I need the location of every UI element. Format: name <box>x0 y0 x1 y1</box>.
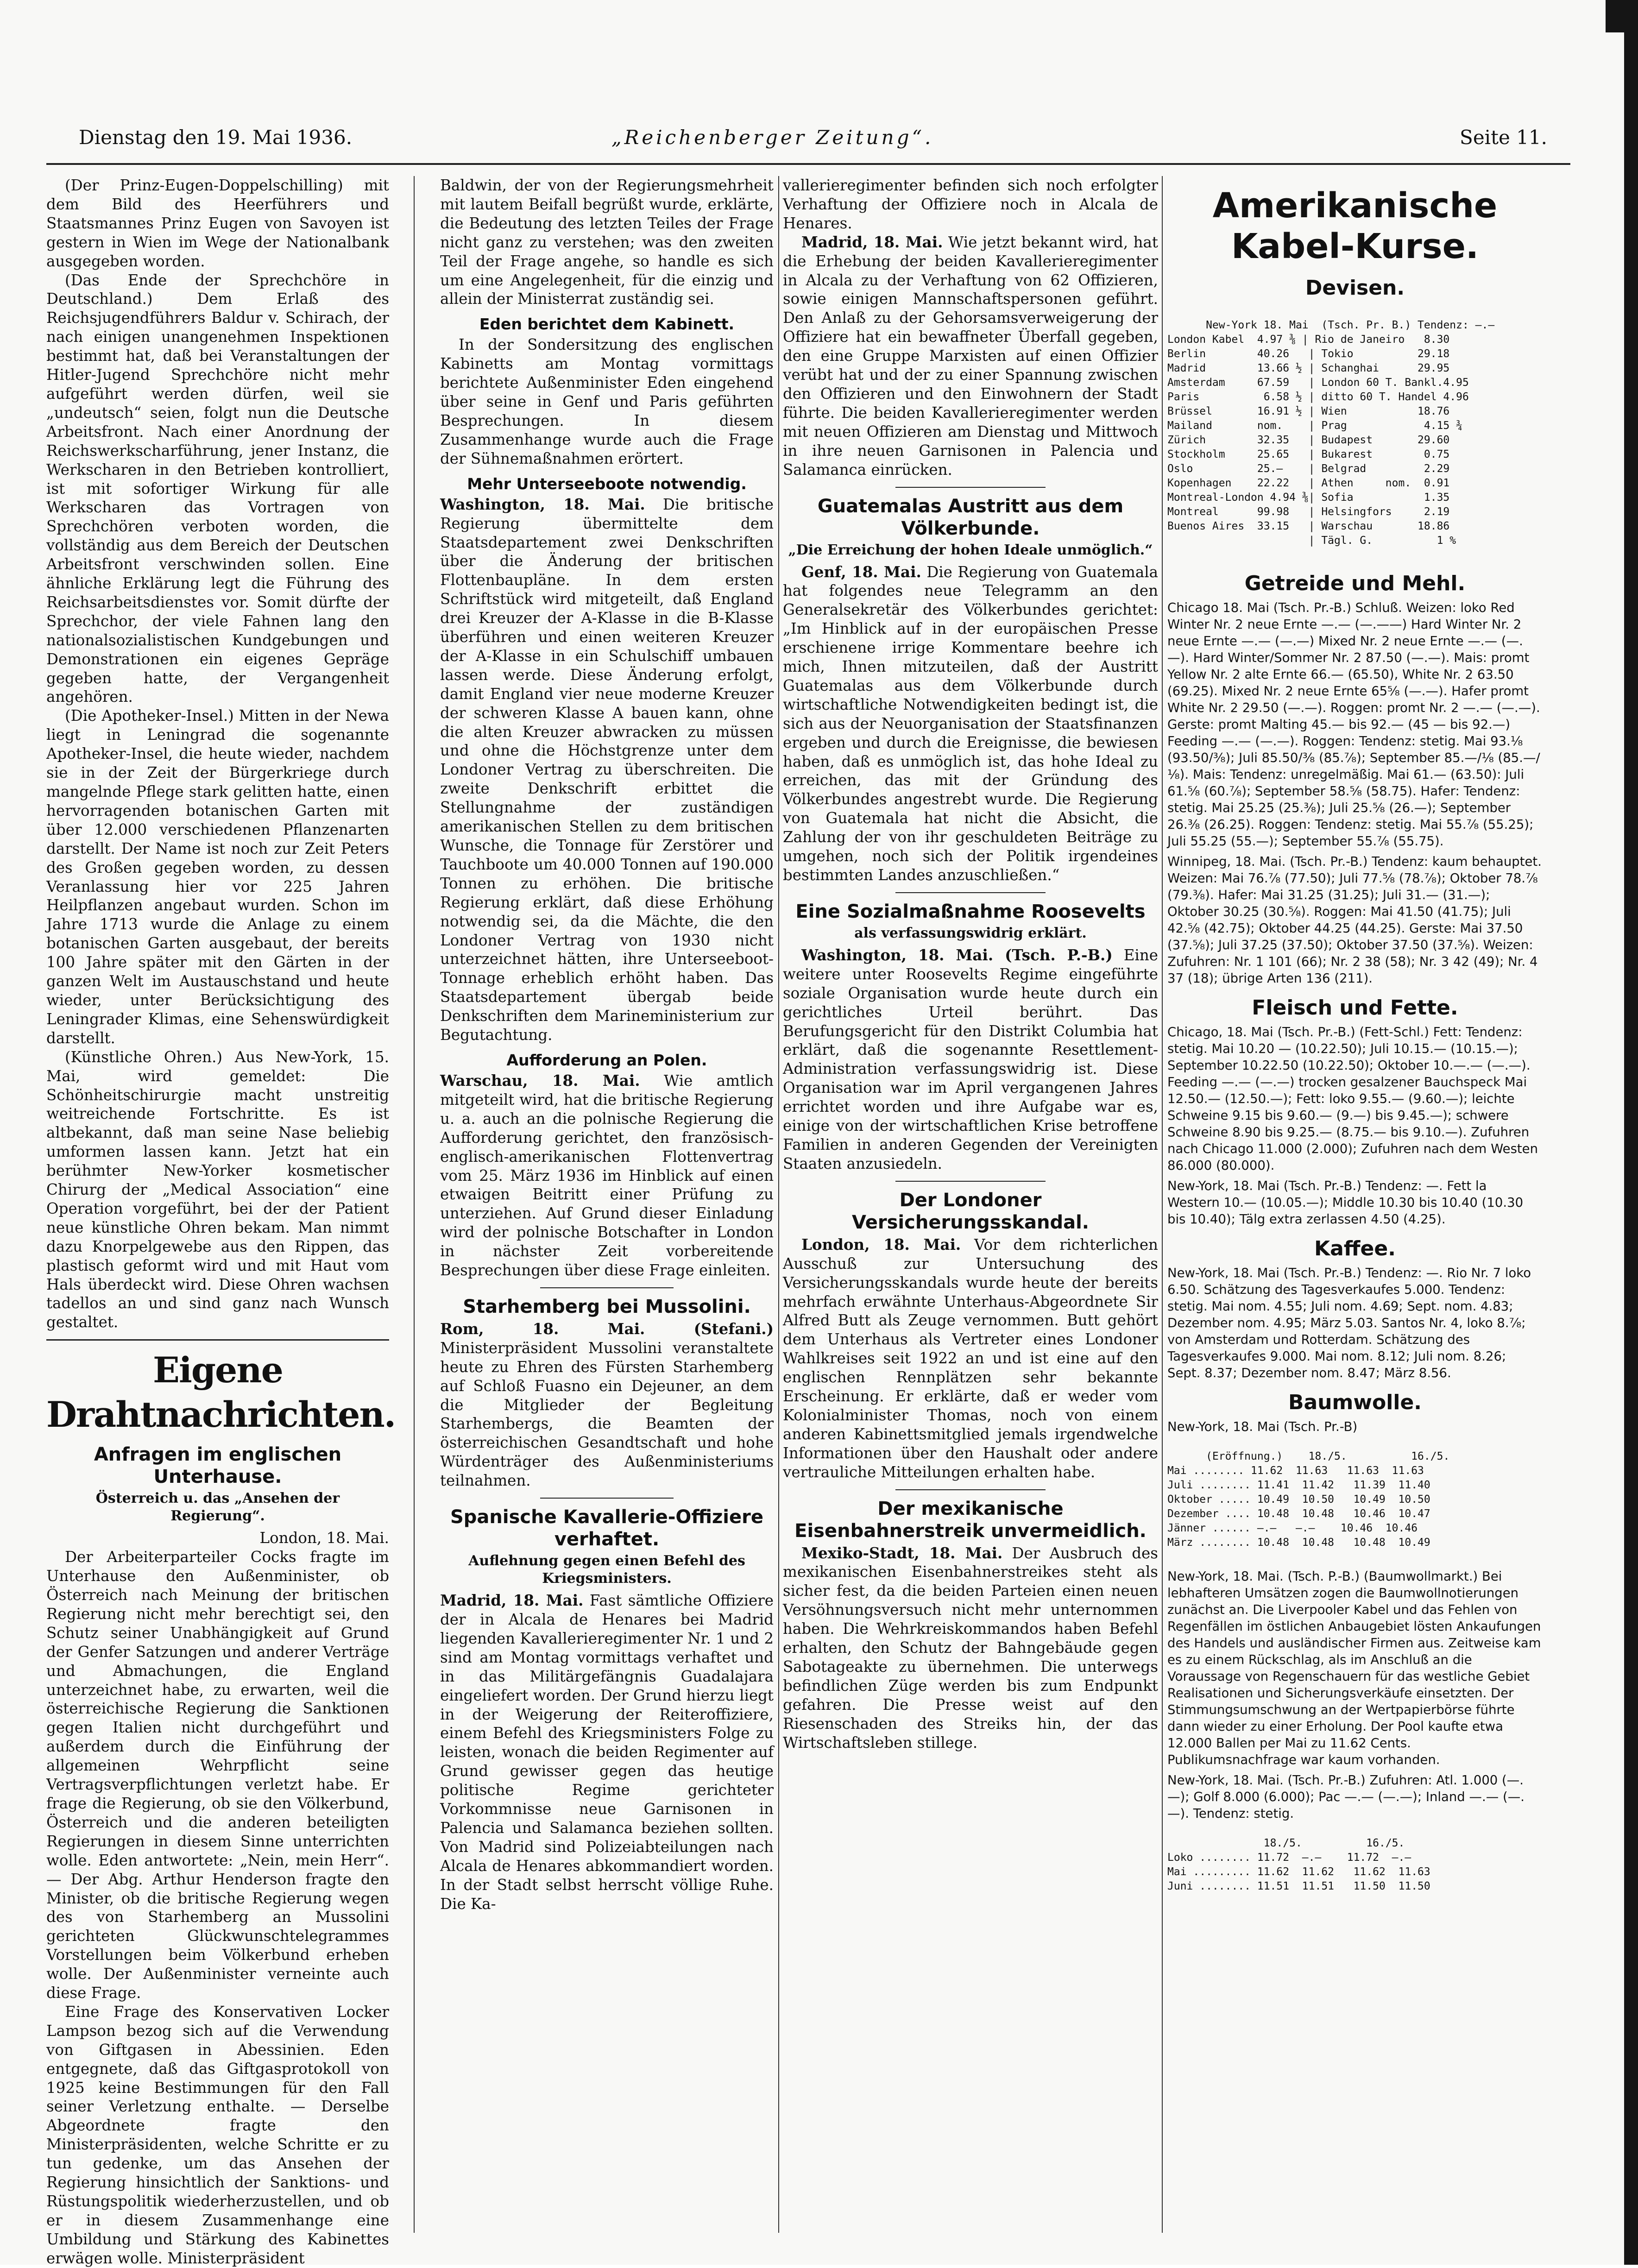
table-row: Jänner ...... —.— —.— 10.46 10.46 <box>1167 1522 1418 1534</box>
dateline: Warschau, 18. Mai. <box>440 1071 640 1090</box>
dateline: Rom, 18. Mai. (Stefani.) <box>440 1319 774 1338</box>
article-body: Washington, 18. Mai. Die britische Regierung übermittelte dem Staatsdepartement zwei Denkschriften über die Änderung der britischen Flottenbaupläne. In dem ersten Schriftstück wird mitgeteilt, daß England drei Kreuzer der A-Klasse in die B-Klasse überführen und einen weiteren Kreuzer der A-Klasse in ein Schulschiff umbauen lassen werde. Diese Änderung erfolgt, damit England vier neue moderne Kreuzer der schweren Klasse A bauen kann, ohne die alten Kreuzer abwracken zu müssen und ohne die Höchstgrenze unter dem Londoner Vertrag zu überschreiten. Die zweite Denkschrift erbittet die Stellungnahme der zuständigen amerikanischen Stellen zu dem britischen Wunsche, die Tonnage für Zerstörer und Tauchboote um 40.000 Tonnen auf 190.000 Tonnen zu erhöhen. Die britische Regierung erklärt, daß diese Erhöhung notwendig sei, da die Mächte, die den Londoner Vertrag von 1930 nicht unterzeichnet hätten, ihre Unterseeboot-Tonnage erheblich erhöht haben. Das Staatsdepartement übergab beide Denkschriften dem Marineministerium zur Begutachtung. <box>440 495 774 1044</box>
article-headline: Anfragen im englischen Unterhause. <box>94 1444 342 1488</box>
article-headline: Starhemberg bei Mussolini. <box>463 1296 751 1317</box>
cotton-table <box>1167 1435 1543 1564</box>
devisen-table <box>1167 304 1543 562</box>
section-divider <box>46 1339 389 1341</box>
market-report: Chicago 18. Mai (Tsch. Pr.-B.) Schluß. Weizen: loko Red Winter Nr. 2 neue Ernte —.— (—.——) Hard Winter Nr. 2 neue Ernte —.— (—.—) Mixed Nr. 2 neue Ernte —.— (—.—). Hard Winter/Sommer Nr. 2 87.50 (—.—). Mais: promt Yellow Nr. 2 alte Ernte 66.— (65.50), White Nr. 2 63.50 (69.25). Mixed Nr. 2 neue Ernte 65⅝ (—.—). Hafer promt White Nr. 2 29.50 (—.—). Roggen: promt Nr. 2 —.— (—.—). Gerste: promt Malting 45.— bis 92.— (45 — bis 92.—) Feeding —.— (—.—). Roggen: Tendenz: stetig. Mai 93.⅛ (93.50/⅜); Juli 85.50/⅜ (85.⅞); September 85.—/⅛ (85.—/⅛). Mais: Tendenz: unregelmäßig. Mai 61.— (63.50): Juli 61.⅝ (60.⅞); September 58.⅝ (58.75). Hafer: Tendenz: stetig. Mai 25.25 (25.⅜); Juli 25.⅝ (26.—); September 26.⅜ (26.25). Roggen: Tendenz: stetig. Mai 55.⅞ (55.25); Juli 55.25 (55.—); September 55.⅞ (55.75). <box>1167 600 1540 849</box>
devisen-row: Montreal-London 4.94 ⅜| Sofia 1.35 <box>1167 491 1450 504</box>
section-heading: Devisen. <box>1305 276 1405 300</box>
dateline: Madrid, 18. Mai. <box>440 1591 584 1610</box>
devisen-row: Mailand nom. | Prag 4.15 ¾ <box>1167 420 1462 432</box>
column-4-markets <box>1167 176 1543 2233</box>
article-subheadline: Auflehnung gegen einen Befehl des Kriegsministers. <box>468 1553 745 1587</box>
table-row: Mai ........ 11.62 11.63 11.63 11.63 <box>1167 1465 1424 1477</box>
article-body: Der Arbeiterparteiler Cocks fragte im Unterhause den Außenminister, ob Österreich nach Meinung der britischen Regierung nicht mehr berechtigt sei, den Schutz seiner Unabhängigkeit auf Grund der Genfer Satzungen und anderer Verträge und Abmachungen, die England unterzeichnet habe, zu erwarten, weil die österreichische Regierung die Sanktionen gegen Italien nicht durchgeführt und außerdem durch die Einführung der allgemeinen Wehrpflicht seine Vertragsverpflichtungen verletzt habe. Er frage die Regierung, ob sie den Völkerbund, Österreich und die anderen beteiligten Regierungen in diesem Sinne unterrichten wolle. Eden antwortete: „Nein, mein Herr“. — Der Abg. Arthur Henderson fragte den Minister, ob die britische Regierung wegen des von Starhemberg an Mussolini gerichteten Glückwunschtelegrammes Vorstellungen beim Völkerbund erheben wolle. Der Außenminister verneinte auch diese Frage. <box>46 1548 389 2002</box>
market-report: New-York, 18. Mai (Tsch. Pr.-B.) Tendenz: —. Fett la Western 10.— (10.05.—); Middle 10.30 bis 10.40 (10.30 bis 10.40); Tälg extra zerlassen 4.50 (4.25). <box>1167 1178 1524 1227</box>
devisen-row: Paris 6.58 ½ | ditto 60 T. Handel 4.96 <box>1167 391 1469 403</box>
section-divider <box>895 487 1046 488</box>
header-paper-name: „Reichenberger Zeitung“. <box>611 126 934 149</box>
dateline: Madrid, 18. Mai. <box>801 233 943 251</box>
devisen-row: Berlin 40.26 | Tokio 29.18 <box>1167 348 1450 360</box>
article-headline: Guatemalas Austritt aus dem Völkerbunde. <box>817 495 1124 539</box>
article-body: Madrid, 18. Mai. Wie jetzt bekannt wird, hat die Erhebung der beiden Kavallerieregimenter in Alcala zu der Verhaftung von 62 Offizieren, sowie einigen Mannschaftspersonen geführt. Den Anlaß zu der Gehorsamsverweigerung der Offiziere hat ein bewaffneter Überfall gegeben, den eine Gruppe Marxisten auf einen Offizier verübt hat und der zu einer Spannung zwischen den Offizieren und den Einwohnern der Stadt führte. Die beiden Kavallerieregimenter werden mit neuen Offizieren am Dienstag und Mittwoch in ihre neuen Garnisonen in Palencia und Salamanca einrücken. <box>783 233 1158 479</box>
article-body: Washington, 18. Mai. (Tsch. P.-B.) Eine weitere unter Roosevelts Regime eingeführte soziale Organisation wurde heute durch ein gerichtliches Urteil berührt. Das Berufungsgericht für den Distrikt Columbia hat erklärt, daß die sogenannte Resettlement-Administration verfassungswidrig ist. Diese Organisation war im April vergangenen Jahres errichtet worden und ihre Aufgabe war es, einige von der wirtschaftlichen Krise betroffene Familien in anderen Gegenden der Vereinigten Staaten anzusiedeln. <box>783 945 1158 1172</box>
article-body: Mexiko-Stadt, 18. Mai. Der Ausbruch des mexikanischen Eisenbahnerstreikes steht als sicher fest, da die beiden Parteien einen neuen Versöhnungsversuch nicht mehr unternommen haben. Die Wehrkreiskommandos haben Befehl erhalten, den Schutz der Bahngebäude gegen Sabotageakte zu übernehmen. Die unterwegs befindlichen Züge werden bis zum Endpunkt gefahren. Die Presse weist auf den Riesenschaden des Streiks hin, der das Wirtschaftsleben stillege. <box>783 1544 1158 1751</box>
section-divider <box>540 1498 674 1499</box>
article-body: (Das Ende der Sprechchöre in Deutschland.) Dem Erlaß des Reichsjugendführers Baldur v. Schirach, der nach einigen unangenehmen Inspektionen bestimmt hat, daß bei Veranstaltungen der Hitler-Jugend Sprechchöre nicht mehr aufgeführt werden dürfen, weil sie „undeutsch“ seien, folgt nun die Deutsche Arbeitsfront. Nach einer Anordnung der Reichswerkscharführung, jener Instanz, die Werkscharen in den Betrieben kontrolliert, ist mit sofortiger Wirkung für alle Werkscharen das Vortragen von Sprechchören verboten worden, die vollständig aus dem Bereich der Deutschen Arbeitsfront verschwinden sollen. Eine ähnliche Erklärung legt die Führung des Reichsarbeitsdienstes vor. Somit dürfte der Sprechchor, der viele Fahnen lang den nationalsozialistischen Kundgebungen und Demonstrationen ein eigenes Gepräge gegeben hatte, der Vergangenheit angehören. <box>46 271 389 706</box>
dateline: London, 18. Mai. <box>259 1529 389 1547</box>
article-body: (Der Prinz-Eugen-Doppelschilling) mit dem Bild des Heerführers und Staatsmannes Prinz Eugen von Savoyen ist gestern in Wien im Wege der Nationalbank ausgegeben worden. <box>46 176 389 270</box>
section-heading: Fleisch und Fette. <box>1252 996 1458 1020</box>
devisen-row: Buenos Aires 33.15 | Warschau 18.86 <box>1167 520 1450 532</box>
header-page-number: Seite 11. <box>1460 126 1547 149</box>
column-rule <box>1162 176 1163 2233</box>
section-heading: Baumwolle. <box>1288 1391 1422 1414</box>
dateline: Washington, 18. Mai. <box>440 495 645 513</box>
devisen-row: | Tägl. G. 1 % <box>1167 535 1456 547</box>
section-heading: Kaffee. <box>1314 1237 1396 1260</box>
article-body: vallerieregimenter befinden sich noch erfolgter Verhaftung der Offiziere noch in Alcala de Henares. <box>783 176 1158 232</box>
table-row: Loko ........ 11.72 —.— 11.72 —.— <box>1167 1852 1411 1864</box>
column-2 <box>440 176 774 2233</box>
column-rule <box>414 176 415 2233</box>
table-row: Juni ........ 11.51 11.51 11.50 11.50 <box>1167 1880 1430 1892</box>
article-subheadline: „Die Erreichung der hohen Ideale unmöglich.“ <box>788 542 1153 558</box>
table-header: (Eröffnung.) 18./5. 16./5. <box>1206 1450 1450 1462</box>
devisen-row: Stockholm 25.65 | Bukarest 0.75 <box>1167 448 1450 460</box>
article-body: (Künstliche Ohren.) Aus New-York, 15. Mai, wird gemeldet: Die Schönheitschirurgie macht unstreitig weitreichende Fortschritte. Es ist altbekannt, daß man seine Nase beliebig umformen lassen kann. Jetzt hat ein berühmter New-Yorker kosmetischer Chirurg der „Medical Association“ eine Operation vorgeführt, bei der der Patient neue künstliche Ohren bekam. Man nimmt dazu Knorpelgewebe aus den Rippen, das plastisch geformt wird und mit Haut vom Hals überdeckt wird. Diese Ohren wachsen tadellos an und sind ganz nach Wunsch gestaltet. <box>46 1048 389 1331</box>
article-body: Baldwin, der von der Regierungsmehrheit mit lautem Beifall begrüßt wurde, erklärte, die Bedeutung des letzten Teiles der Frage nicht ganz zu verstehen; was den zweiten Teil der Frage angehe, so handle es sich um eine Angelegenheit, für die einzig und allein der Ministerrat zuständig sei. <box>440 176 774 308</box>
table-row: Mai ......... 11.62 11.62 11.62 11.63 <box>1167 1866 1430 1878</box>
table-row: Dezember .... 10.48 10.48 10.46 10.47 <box>1167 1508 1430 1520</box>
article-body: Genf, 18. Mai. Die Regierung von Guatemala hat folgendes neue Telegramm an den Generalsekretär des Völkerbundes gerichtet: „Im Hinblick auf in der europäischen Presse erschienene irrige Kommentare beehre ich mich, Ihnen mitzuteilen, daß der Austritt Guatemalas aus dem Völkerbunde durch wirtschaftliche Notwendigkeiten bedingt ist, die sich aus der Neuorganisation der Staatsfinanzen ergeben und durch die Ereignisse, die bewiesen haben, daß es unmöglich ist, das hohe Ideal zu erreichen, das mit der Gründung des Völkerbundes angestrebt wurde. Die Regierung von Guatemala hat nicht die Absicht, die Zahlung der von ihr geschuldeten Beiträge zu umgehen, noch sich der Politik irgendeines bestimmten Landes anzuschließen.“ <box>783 562 1159 884</box>
table-row: Oktober ..... 10.49 10.50 10.49 10.50 <box>1167 1493 1430 1506</box>
devisen-row: New-York 18. Mai (Tsch. Pr. B.) Tendenz: —.— <box>1206 319 1495 331</box>
devisen-row: Zürich 32.35 | Budapest 29.60 <box>1167 434 1450 446</box>
article-body: Warschau, 18. Mai. Wie amtlich mitgeteilt wird, hat die britische Regierung u. a. auch an die polnische Regierung die Aufforderung gerichtet, den französisch-englisch-amerikanischen Flottenvertrag vom 25. März 1936 im Hinblick auf einen etwaigen Beitritt einer Prüfung zu unterziehen. Auf Grund dieser Einladung wird der polnische Botschafter in London in nächster Zeit vorbereitende Besprechungen über diese Frage einleiten. <box>440 1071 774 1279</box>
article-body: In der Sondersitzung des englischen Kabinetts am Montag vormittags berichtete Außenminister Eden eingehend über seine in Genf und Paris geführten Besprechungen. In diesem Zusammenhange wurde auch die Frage der Sühnemaßnahmen erörtert. <box>440 336 774 467</box>
dateline: Genf, 18. Mai. <box>801 562 921 581</box>
section-divider <box>895 1181 1046 1182</box>
market-report: Winnipeg, 18. Mai. (Tsch. Pr.-B.) Tendenz: kaum behauptet. Weizen: Mai 76.⅞ (77.50); Juli 77.⅝ (78.⅞); Oktober 78.⅞ (79.⅜). Hafer: Mai 31.25 (31.25); Juli 31.— (31.—); Oktober 30.25 (30.⅝). Roggen: Mai 41.50 (41.75); Juli 42.⅝ (42.75); Oktober 44.25 (44.25). Gerste: Mai 37.50 (37.⅝); Juli 37.25 (37.50); Oktober 37.50 (37.⅝). Weizen: Zufuhren: Nr. 1 101 (66); Nr. 2 38 (58); Nr. 3 42 (49); Nr. 4 37 (18); übrige Arten 136 (211). <box>1167 854 1542 986</box>
table-header: 18./5. 16./5. <box>1206 1837 1405 1849</box>
article-body: Rom, 18. Mai. (Stefani.) Ministerpräsident Mussolini veranstaltete heute zu Ehren des Fürsten Starhemberg auf Schloß Fuasno ein Dejeuner, an dem die Mitglieder der Begleitung Starhembergs, die Beamten der österreichischen Gesandtschaft und hohe Würdenträger des Außenministeriums teilnahmen. <box>440 1319 774 1490</box>
devisen-row: London Kabel 4.97 ⅜ | Rio de Janeiro 8.30 <box>1167 334 1450 346</box>
article-body: (Die Apotheker-Insel.) Mitten in der Newa liegt in Leningrad die sogenannte Apotheker-Insel, die heute wieder, nachdem sie in der Zeit der Bürgerkriege durch mangelnde Pflege stark gelitten hatte, einen hervorragenden botanischen Garten mit über 12.000 verschiedenen Pflanzenarten darstellt. Der Name ist noch zur Zeit Peters des Großen gegeben worden, zu dessen Veranlassung hier vor 225 Jahren Heilpflanzen angebaut wurden. Schon im Jahre 1713 wurde die Anlage zu einem botanischen Garten ausgebaut, der bereits 100 Jahre später mit den Gärten in der ganzen Welt im Austauschstand und heute wieder, unter Berücksichtigung des Leningrader Klimas, eine Sehenswürdigkeit darstellt. <box>46 707 389 1047</box>
article-body: London, 18. Mai. Vor dem richterlichen Ausschuß zur Untersuchung des Versicherungsskandals wurde heute der bereits mehrfach erwähnte Unterhaus-Abgeordnete Sir Alfred Butt als Zeuge vernommen. Butt gehört dem Unterhaus als Vertreter eines Londoner Wahlkreises seit 1922 an und ist eine auf den englischen Rennplätzen sehr bekannte Erscheinung. Er erklärte, daß er weder vom Kolonialminister Thomas, noch von einem anderen Kabinettsmitglied jemals irgendwelche Informationen über den Haushalt oder andere vertrauliche Mitteilungen erhalten habe. <box>783 1235 1158 1481</box>
article-headline: Mehr Unterseeboote notwendig. <box>467 474 747 493</box>
market-report: Chicago, 18. Mai (Tsch. Pr.-B.) (Fett-Schl.) Fett: Tendenz: stetig. Mai 10.20 — (10.22.50); Juli 10.15.— (10.15.—); September 10.22.50 (10.22.50); Oktober 10.—.— (—.—). Feeding —.— (—.—) trocken gesalzener Bauchspeck Mai 12.50.— (12.50.—); Fett: loko 9.55.— (9.60.—); leichte Schweine 9.15 bis 9.60.— (9.—) bis 9.45.—); schwere Schweine 8.90 bis 9.25.— (8.75.— bis 9.10.—). Zufuhren nach Chicago 11.000 (2.000); Zufuhren nach dem Westen 86.000 (80.000). <box>1167 1025 1538 1173</box>
dateline: Washington, 18. Mai. (Tsch. P.-B.) <box>801 945 1113 964</box>
section-heading: Getreide und Mehl. <box>1244 572 1466 595</box>
article-subheadline: Österreich u. das „Ansehen der Regierung“. <box>95 1490 340 1525</box>
article-headline: Aufforderung an Polen. <box>506 1051 707 1069</box>
devisen-row: Kopenhagen 22.22 | Athen nom. 0.91 <box>1167 477 1450 489</box>
article-headline: Spanische Kavallerie-Offiziere verhaftet. <box>450 1506 764 1550</box>
scan-edge <box>1624 0 1638 2265</box>
column-1 <box>46 176 396 2267</box>
section-banner: Eigene Drahtnachrichten. <box>46 1349 396 1436</box>
section-divider <box>895 892 1046 893</box>
column-3 <box>783 176 1158 2233</box>
markets-title: Amerikanische Kabel-Kurse. <box>1212 186 1498 266</box>
section-divider <box>540 1287 674 1288</box>
column-rule <box>778 176 779 2233</box>
devisen-row: Madrid 13.66 ½ | Schanghai 29.95 <box>1167 362 1450 374</box>
dateline: Mexiko-Stadt, 18. Mai. <box>801 1544 1003 1562</box>
devisen-row: Montreal 99.98 | Helsingfors 2.19 <box>1167 506 1450 518</box>
article-headline: Der Londoner Versicherungsskandal. <box>852 1189 1089 1233</box>
market-report: New-York, 18. Mai. (Tsch. Pr.-B.) Zufuhren: Atl. 1.000 (—.—); Golf 8.000 (6.000); Pac —.— (—.—); Inland —.— (—.—). Tendenz: stetig. <box>1167 1773 1525 1821</box>
cotton-table-2 <box>1167 1822 1543 1908</box>
market-report: New-York, 18. Mai. (Tsch. P.-B.) (Baumwollmarkt.) Bei lebhafteren Umsätzen zogen die Baumwollnotierungen zunächst an. Die Liverpooler Kabel und das Fehlen von Regenfällen im östlichen Anbaugebiet lösten Ankaufungen des Handels und ausländischer Firmen aus. Zeitweise kam es zu einem Rückschlag, als im Anschluß an die Voraussage von Regenschauern für das westliche Gebiet Realisationen und Sicherungsverkäufe einsetzten. Der Stimmungsumschwung an der Wertpapierbörse führte dann wieder zu einer Erholung. Der Pool kaufte etwa 12.000 Ballen per Mai zu 11.62 Cents. Publikumsnachfrage war kaum vorhanden. <box>1167 1569 1541 1767</box>
table-row: Juli ........ 11.41 11.42 11.39 11.40 <box>1167 1479 1430 1491</box>
page-header <box>79 126 1547 154</box>
article-headline: Eine Sozialmaßnahme Roosevelts <box>795 901 1146 922</box>
section-divider <box>895 1489 1046 1490</box>
article-headline: Der mexikanische Eisenbahnerstreik unvermeidlich. <box>794 1498 1147 1542</box>
article-body: Eine Frage des Konservativen Locker Lampson bezog sich auf die Verwendung von Giftgasen in Abessinien. Eden entgegnete, daß das Giftgasprotokoll von 1925 keine Bestimmungen für den Fall seiner Verletzung enthalte. — Derselbe Abgeordnete fragte den Ministerpräsidenten, welche Schritte er zu tun gedenke, um das Ansehen der Regierung hinsichtlich der Sanktions- und Rüstungspolitik wiederherzustellen, und ob er in diesem Zusammenhange eine Umbildung und Stärkung des Kabinettes erwägen wolle. Ministerpräsident <box>46 2003 389 2267</box>
devisen-row: Amsterdam 67.59 | London 60 T. Bankl.4.95 <box>1167 377 1469 389</box>
dateline: London, 18. Mai. <box>801 1235 961 1254</box>
article-subheadline: als verfassungswidrig erklärt. <box>854 925 1087 941</box>
devisen-row: Oslo 25.— | Belgrad 2.29 <box>1167 463 1450 475</box>
market-report: New-York, 18. Mai (Tsch. Pr.-B.) Tendenz: —. Rio Nr. 7 loko 6.50. Schätzung des Tagesverkaufes 5.000. Tendenz: stetig. Mai nom. 4.55; Juli nom. 4.69; Sept. nom. 4.83; Dezember nom. 4.95; März 5.03. Santos Nr. 4, loko 8.⅞; von Amsterdam und Rotterdam. Schätzung des Tagesverkaufes 9.000. Mai nom. 8.12; Juli nom. 8.26; Sept. 8.37; Dezember nom. 8.47; März 8.56. <box>1167 1266 1531 1380</box>
table-row: März ........ 10.48 10.48 10.48 10.49 <box>1167 1537 1430 1549</box>
article-headline: Eden berichtet dem Kabinett. <box>479 315 735 334</box>
market-report-head: New-York, 18. Mai (Tsch. Pr.-B) <box>1167 1419 1358 1434</box>
header-rule <box>46 163 1570 165</box>
devisen-row: Brüssel 16.91 ½ | Wien 18.76 <box>1167 405 1450 417</box>
scan-edge-corner <box>1606 0 1624 32</box>
header-date: Dienstag den 19. Mai 1936. <box>79 126 353 149</box>
article-body: Madrid, 18. Mai. Fast sämtliche Offiziere der in Alcala de Henares bei Madrid liegenden Kavallerieregimenter Nr. 1 und 2 sind am Montag vormittags verhaftet und in das Militärgefängnis Guadalajara eingeliefert worden. Der Grund hierzu liegt in der Weigerung der Reiteroffiziere, einem Befehl des Kriegsministers Folge zu leisten, wonach die beiden Regimenter auf Grund gewisser gegen das heutige politische Regime gerichteter Vorkommnisse neue Garnisonen in Palencia und Salamanca beziehen sollten. Von Madrid sind Polizeiabteilungen nach Alcala de Henares abkommandiert worden. In der Stadt selbst herrscht völlige Ruhe. Die Ka- <box>440 1591 774 1913</box>
